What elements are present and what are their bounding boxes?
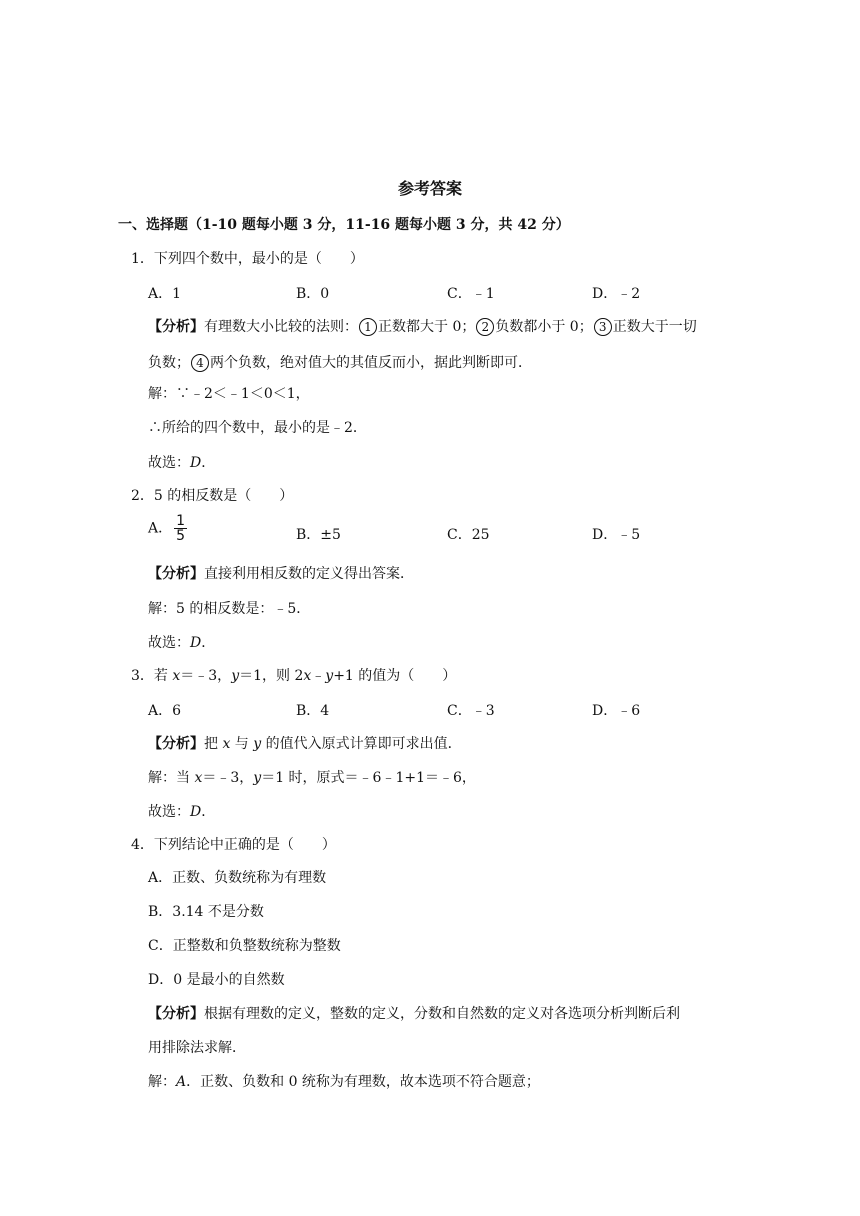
analysis-text: 负数都小于 0； xyxy=(495,319,593,335)
q1-solution-line1: 解：∵﹣2＜﹣1＜0＜1， xyxy=(148,386,310,402)
section-heading: 一、选择题（1-10 题每小题 3 分，11-16 题每小题 3 分，共 42 分） xyxy=(118,217,570,233)
q4-analysis-line2: 用排除法求解． xyxy=(148,1040,246,1056)
q2-analysis: 【分析】直接利用相反数的定义得出答案． xyxy=(148,566,414,582)
q3-analysis: 【分析】把 x 与 y 的值代入原式计算即可求出值． xyxy=(148,736,462,752)
analysis-label: 【分析】 xyxy=(148,319,204,335)
q1-option-d: D．﹣2 xyxy=(592,286,641,302)
q2-option-c: C．25 xyxy=(447,527,490,543)
q4-stem: 4．下列结论中正确的是（ ） xyxy=(131,837,336,853)
q3-option-c: C．﹣3 xyxy=(447,703,495,719)
q2-answer: 故选：D． xyxy=(148,635,216,651)
q3-option-b: B．4 xyxy=(296,703,330,719)
q2-option-a: A． $\frac{1}{5}$ xyxy=(148,513,186,544)
q3-stem: 3．若 x＝﹣3，y＝1，则 2x﹣y+1 的值为（ ） xyxy=(131,668,457,684)
q1-option-b: B．0 xyxy=(296,286,330,302)
q4-option-a: A．正数、负数统称为有理数 xyxy=(148,870,327,886)
q1-solution-line2: ∴所给的四个数中，最小的是﹣2． xyxy=(148,420,367,436)
analysis-text: 两个负数，绝对值大的其值反而小，据此判断即可． xyxy=(210,355,532,371)
q3-option-d: D．﹣6 xyxy=(592,703,641,719)
q3-solution: 解：当 x＝﹣3，y＝1 时，原式＝﹣6﹣1+1＝﹣6， xyxy=(148,770,476,786)
circled-number-1: 1 xyxy=(359,318,377,336)
q4-option-c: C．正整数和负整数统称为整数 xyxy=(148,938,341,954)
q4-option-d: D．0 是最小的自然数 xyxy=(148,972,285,988)
q1-option-a: A．1 xyxy=(148,286,182,302)
q1-answer: 故选：D． xyxy=(148,455,216,471)
analysis-text: 有理数大小比较的法则： xyxy=(204,319,358,335)
page-title: 参考答案 xyxy=(397,179,462,198)
analysis-text: 正数大于一切 xyxy=(612,319,697,335)
fraction-one-fifth: $\frac{1}{5}$ xyxy=(176,513,186,544)
circled-number-3: 3 xyxy=(594,318,612,336)
q4-solution-a: 解：A．正数、负数和 0 统称为有理数，故本选项不符合题意； xyxy=(148,1074,540,1090)
q3-option-a: A．6 xyxy=(148,703,182,719)
q2-solution: 解：5 的相反数是：﹣5． xyxy=(148,601,311,617)
q3-answer: 故选：D． xyxy=(148,804,216,820)
q2-stem: 2．5 的相反数是（ ） xyxy=(131,488,294,504)
circled-number-2: 2 xyxy=(476,318,494,336)
analysis-text: 正数都大于 0； xyxy=(378,319,476,335)
q4-analysis-line1: 【分析】根据有理数的定义，整数的定义，分数和自然数的定义对各选项分析判断后利 xyxy=(148,1006,680,1022)
q4-option-b: B．3.14 不是分数 xyxy=(148,904,264,920)
q1-analysis-line1 xyxy=(148,316,697,336)
analysis-text: 负数； xyxy=(148,355,190,371)
q1-analysis-line2 xyxy=(148,352,532,372)
q1-stem: 1．下列四个数中，最小的是（ ） xyxy=(131,251,364,267)
q2-option-d: D．﹣5 xyxy=(592,527,641,543)
q2-option-b: B．±5 xyxy=(296,527,341,543)
circled-number-4: 4 xyxy=(191,354,209,372)
q1-option-c: C．﹣1 xyxy=(447,286,495,302)
